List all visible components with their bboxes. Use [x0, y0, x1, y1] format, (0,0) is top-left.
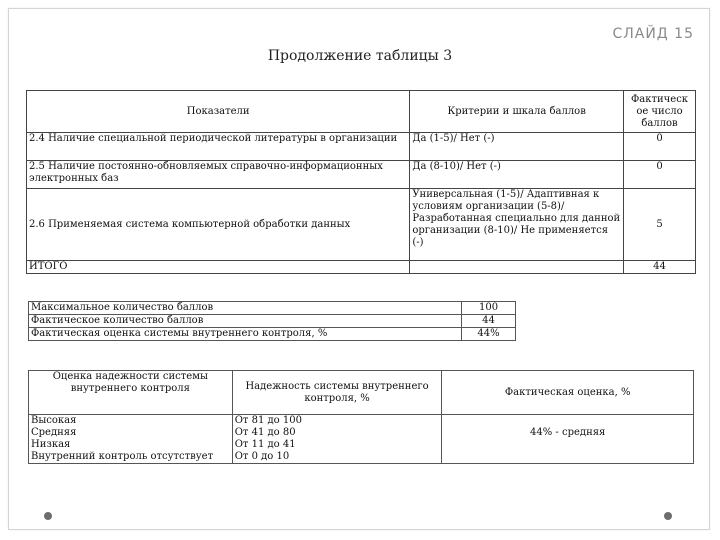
table-row	[27, 189, 696, 261]
level-absent: Внутренний контроль отсутствует	[31, 451, 214, 462]
level-high: Высокая	[31, 415, 77, 426]
table-row	[29, 315, 516, 328]
table-row	[27, 133, 696, 161]
row-indicator: 2.4 Наличие специальной периодической литературы в организации	[27, 133, 410, 161]
actual-assessment-cell	[442, 415, 694, 464]
range-low: От 11 до 41	[234, 439, 296, 450]
header-criteria: Критерии и шкала баллов	[410, 91, 624, 133]
summary-value: 44	[462, 315, 516, 328]
table-row	[27, 161, 696, 189]
table-header-row	[29, 371, 694, 415]
summary-label: Максимальное количество баллов	[29, 302, 462, 315]
table-header-row	[27, 91, 696, 133]
row-score: 0	[624, 133, 696, 161]
row-criteria: Да (8-10)/ Нет (-)	[410, 161, 624, 189]
level-medium: Средняя	[31, 427, 77, 438]
summary-table	[28, 301, 516, 341]
row-criteria: Универсальная (1-5)/ Адаптивная к условиям организации (5-8)/ Разработанная специально для данной организации (8-10)/ Не применяется (-)	[410, 189, 624, 261]
row-score: 0	[624, 161, 696, 189]
row-indicator: 2.6 Применяемая система компьютерной обработки данных	[27, 189, 410, 261]
row-score: 5	[624, 189, 696, 261]
range-cell	[232, 415, 442, 464]
total-label: ИТОГО	[27, 261, 410, 274]
total-empty	[410, 261, 624, 274]
level-low: Низкая	[31, 439, 71, 450]
reliability-table	[28, 370, 694, 464]
bullet-dot-right	[664, 512, 672, 520]
range-medium: От 41 до 80	[234, 427, 296, 438]
range-absent: От 0 до 10	[234, 451, 290, 462]
table-row	[29, 302, 516, 315]
bullet-dot-left	[44, 512, 52, 520]
row-criteria: Да (1-5)/ Нет (-)	[410, 133, 624, 161]
header-actual-assessment: Фактическая оценка, %	[442, 371, 694, 415]
slide-number-label: СЛАЙД 15	[612, 26, 694, 42]
total-row	[27, 261, 696, 274]
row-indicator: 2.5 Наличие постоянно-обновляемых справочно-информационных электронных баз	[27, 161, 410, 189]
total-score: 44	[624, 261, 696, 274]
table-row	[29, 415, 694, 464]
table-row	[29, 328, 516, 341]
header-actual-score: Фактическ ое число баллов	[624, 91, 696, 133]
indicators-table	[26, 90, 696, 274]
level-label	[29, 415, 233, 464]
header-reliability-level: Оценка надежности системы внутреннего контроля	[29, 371, 233, 415]
page-title: Продолжение таблицы 3	[267, 48, 453, 64]
header-reliability-percent: Надежность системы внутреннего контроля, %	[232, 371, 442, 415]
range-high: От 81 до 100	[234, 415, 302, 426]
summary-value: 100	[462, 302, 516, 315]
summary-label: Фактическая оценка системы внутреннего контроля, %	[29, 328, 462, 341]
summary-label: Фактическое количество баллов	[29, 315, 462, 328]
header-indicators: Показатели	[27, 91, 410, 133]
summary-value: 44%	[462, 328, 516, 341]
actual-assessment-value: 44% - средняя	[530, 427, 606, 438]
